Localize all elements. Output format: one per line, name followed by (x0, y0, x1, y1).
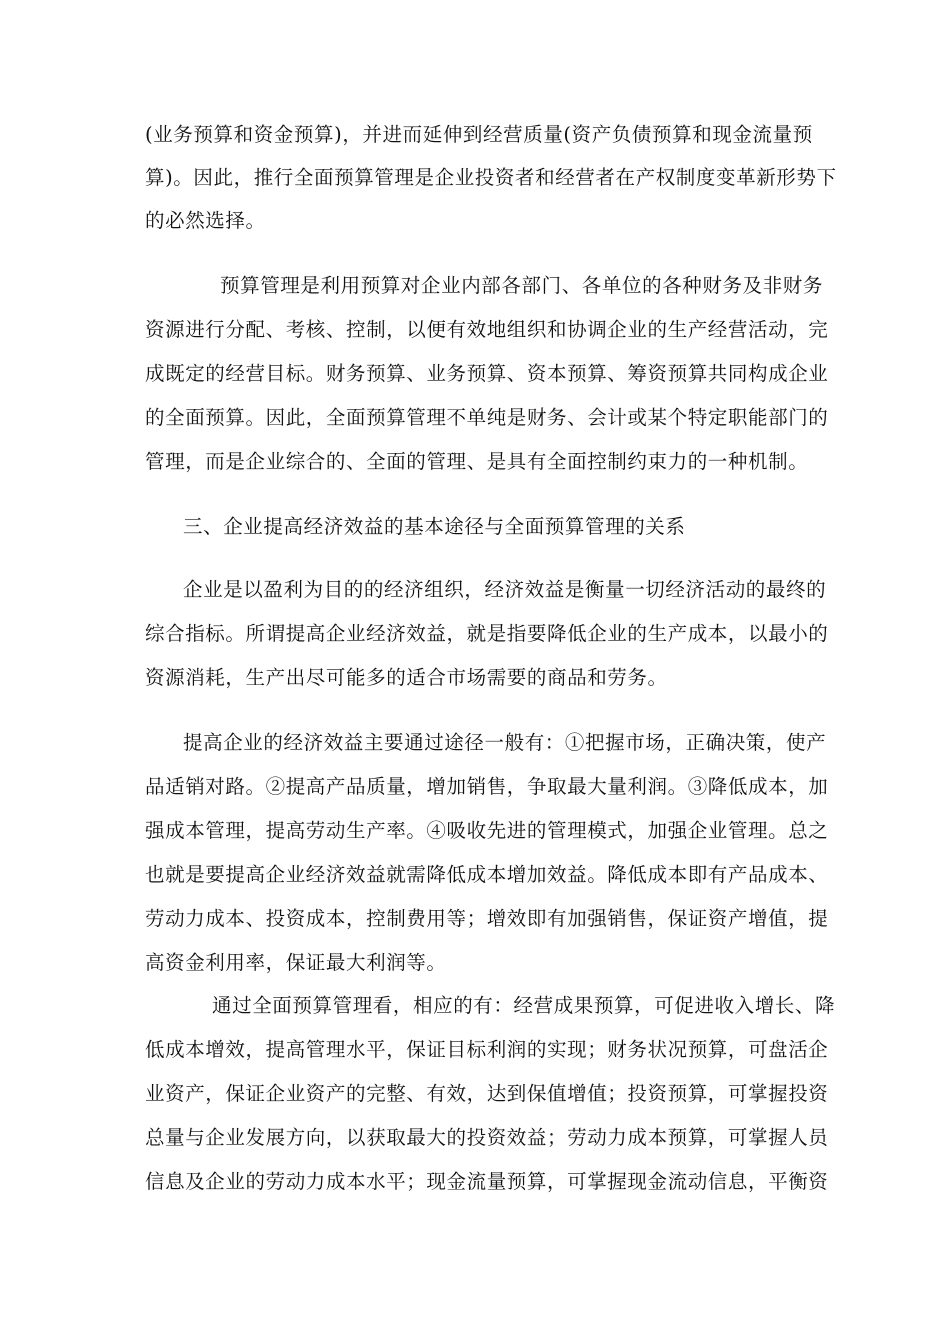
text-line: 业资产，保证企业资产的完整、有效，达到保值增值；投资预算，可掌握投资 (145, 1082, 829, 1105)
text-line: 强成本管理，提高劳动生产率。④吸收先进的管理模式，加强企业管理。总之 (145, 819, 829, 842)
text-line: 预算管理是利用预算对企业内部各部门、各单位的各种财务及非财务 (220, 274, 824, 297)
text-line: 管理，而是企业综合的、全面的管理、是具有全面控制约束力的一种机制。 (145, 450, 809, 473)
text-line: 企业是以盈利为目的的经济组织，经济效益是衡量一切经济活动的最终的 (183, 578, 827, 601)
text-line: 提高企业的经济效益主要通过途径一般有：①把握市场，正确决策，使产 (183, 731, 827, 754)
text-line: 通过全面预算管理看，相应的有：经营成果预算，可促进收入增长、降 (212, 994, 836, 1017)
text-line: 的全面预算。因此，全面预算管理不单纯是财务、会计或某个特定职能部门的 (145, 406, 829, 429)
heading-text: 三、企业提高经济效益的基本途径与全面预算管理的关系 (183, 515, 686, 538)
text-line: 高资金利用率，保证最大利润等。 (145, 951, 447, 974)
text-line: (业务预算和资金预算)，并进而延伸到经营质量(资产负债预算和现金流量预 (145, 123, 813, 146)
text-line: 成既定的经营目标。财务预算、业务预算、资本预算、筹资预算共同构成企业 (145, 362, 829, 385)
text-line: 算)。因此，推行全面预算管理是企业投资者和经营者在产权制度变革新形势下 (145, 166, 837, 189)
text-line: 低成本增效，提高管理水平，保证目标利润的实现；财务状况预算，可盘活企 (145, 1038, 829, 1061)
text-line: 品适销对路。②提高产品质量，增加销售，争取最大量利润。③降低成本，加 (145, 775, 829, 798)
text-line: 信息及企业的劳动力成本水平；现金流量预算，可掌握现金流动信息，平衡资 (145, 1170, 829, 1193)
text-line: 资源进行分配、考核、控制，以便有效地组织和协调企业的生产经营活动，完 (145, 318, 829, 341)
text-line: 的必然选择。 (145, 209, 266, 232)
text-line: 也就是要提高企业经济效益就需降低成本增加效益。降低成本即有产品成本、 (145, 863, 829, 886)
text-line: 总量与企业发展方向，以获取最大的投资效益；劳动力成本预算，可掌握人员 (145, 1126, 829, 1149)
text-line: 综合指标。所谓提高企业经济效益，就是指要降低企业的生产成本，以最小的 (145, 622, 829, 645)
text-line: 资源消耗，生产出尽可能多的适合市场需要的商品和劳务。 (145, 666, 668, 689)
text-line: 劳动力成本、投资成本，控制费用等；增效即有加强销售，保证资产增值，提 (145, 907, 829, 930)
